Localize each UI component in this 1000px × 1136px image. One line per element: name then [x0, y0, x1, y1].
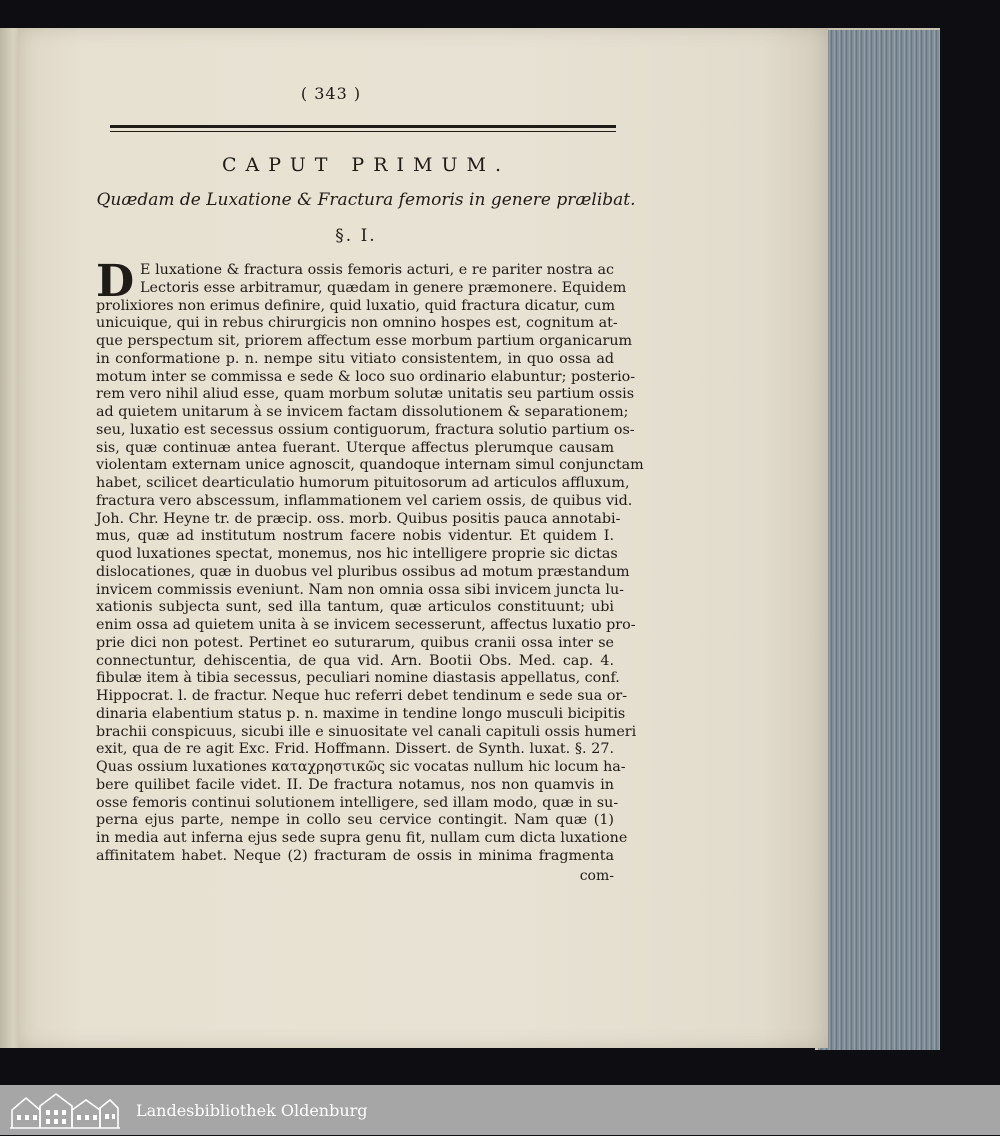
page-text — [96, 84, 644, 884]
text-line: Lectoris esse arbitramur, quædam in genere præmonere. Equidem — [140, 279, 627, 296]
text-line: dislocationes, quæ in duobus vel pluribus ossibus ad motum præstandum — [96, 563, 630, 580]
body-text — [96, 256, 644, 866]
text-line: enim ossa ad quietem unita à se invicem secesserunt, affectus luxatio pro- — [96, 617, 636, 633]
section-mark: §. I. — [335, 226, 377, 246]
text-line: E luxatione & fractura ossis femoris acturi, e re pariter nostra ac — [140, 262, 614, 278]
text-line: Hippocrat. l. de fractur. Neque huc referri debet tendinum e sede sua or- — [96, 688, 628, 704]
text-line: bere quilibet facile videt. II. De fractura notamus, nos non quamvis in — [96, 776, 614, 793]
text-line: mus, quæ ad institutum nostrum facere nobis videntur. Et quidem I. — [96, 528, 614, 545]
footer-bar — [0, 1085, 1000, 1135]
text-line: prie dici non potest. Pertinet eo suturarum, quibus cranii ossa inter se — [96, 634, 614, 651]
page-number: ( 343 ) — [300, 84, 362, 103]
text-line: xationis subjecta sunt, sed illa tantum, quæ articulos constituunt; ubi — [96, 599, 614, 616]
text-line: dinaria elabentium status p. n. maxime in tendine longo musculi bicipitis — [96, 705, 626, 722]
text-line: unicuique, qui in rebus chirurgicis non omnino hospes est, cognitum at- — [96, 315, 618, 332]
text-line: quod luxationes spectat, monemus, nos hic intelligere proprie sic dictas — [96, 546, 618, 562]
chapter-heading: CAPUT PRIMUM. — [222, 154, 510, 176]
text-line: exit, qua de re agit Exc. Frid. Hoffmann. Dissert. de Synth. luxat. §. 27. — [96, 741, 614, 758]
catchword: com- — [579, 867, 614, 884]
text-line: motum inter se commissa e sede & loco suo ordinario elabuntur; posterio- — [96, 368, 636, 385]
text-line: habet, scilicet dearticulatio humorum pituitosorum ad articulos affluxum, — [96, 475, 630, 491]
text-line: violentam externam unice agnoscit, quandoque internam simul conjunctam — [96, 457, 644, 474]
page-block-fore-edge — [815, 30, 940, 1050]
drop-cap: D — [96, 256, 135, 307]
text-line: Quas ossium luxationes καταχρηστικῶς sic vocatas nullum hic locum ha- — [96, 759, 626, 775]
text-line: que perspectum sit, priorem affectum esse morbum partium organicarum — [96, 333, 633, 349]
text-line: in conformatione p. n. nempe situ vitiato consistentem, in quo ossa ad — [96, 350, 614, 367]
text-line: seu, luxatio est secessus ossium contiguorum, fractura solutio partium os- — [96, 421, 635, 438]
chapter-subtitle: Quædam de Luxatione & Fractura femoris in genere prælibat. — [96, 190, 636, 210]
text-line: osse femoris continui solutionem intelligere, sed illam modo, quæ in su- — [96, 794, 619, 811]
text-line: fractura vero abscessum, inflammationem vel cariem ossis, de quibus vid. — [96, 492, 633, 509]
text-line: connectuntur, dehiscentia, de qua vid. Arn. Bootii Obs. Med. cap. 4. — [96, 652, 614, 669]
text-line: affinitatem habet. Neque (2) fracturam de ossis in minima fragmenta — [96, 847, 614, 864]
text-line: fibulæ item à tibia secessus, peculiari nomine diastasis appellatus, conf. — [96, 670, 620, 687]
text-line: Joh. Chr. Heyne tr. de præcip. oss. morb. Quibus positis pauca annotabi- — [96, 510, 621, 527]
text-line: rem vero nihil aliud esse, quam morbum solutæ unitatis seu partium ossis — [96, 386, 635, 403]
text-line: brachii conspicuus, sicubi ille e sinuositate vel canali capituli ossis humeri — [96, 723, 637, 740]
text-line: in media aut inferna ejus sede supra genu fit, nullam cum dicta luxatione — [96, 830, 628, 846]
header-rule — [110, 125, 616, 132]
library-name: Landesbibliothek Oldenburg — [136, 1100, 368, 1120]
text-line: invicem commissis eveniunt. Nam non omnia ossa sibi invicem juncta lu- — [96, 581, 624, 598]
body-lines — [96, 256, 644, 866]
library-building-icon — [8, 1088, 122, 1132]
text-line: prolixiores non erimus definire, quid luxatio, quid fractura dicatur, cum — [96, 297, 616, 314]
text-line: sis, quæ continuæ antea fuerant. Uterque affectus plerumque causam — [96, 439, 614, 456]
text-line: ad quietem unitarum à se invicem factam dissolutionem & separationem; — [96, 404, 629, 420]
text-line: perna ejus parte, nempe in collo seu cervice contingit. Nam quæ (1) — [96, 812, 614, 829]
